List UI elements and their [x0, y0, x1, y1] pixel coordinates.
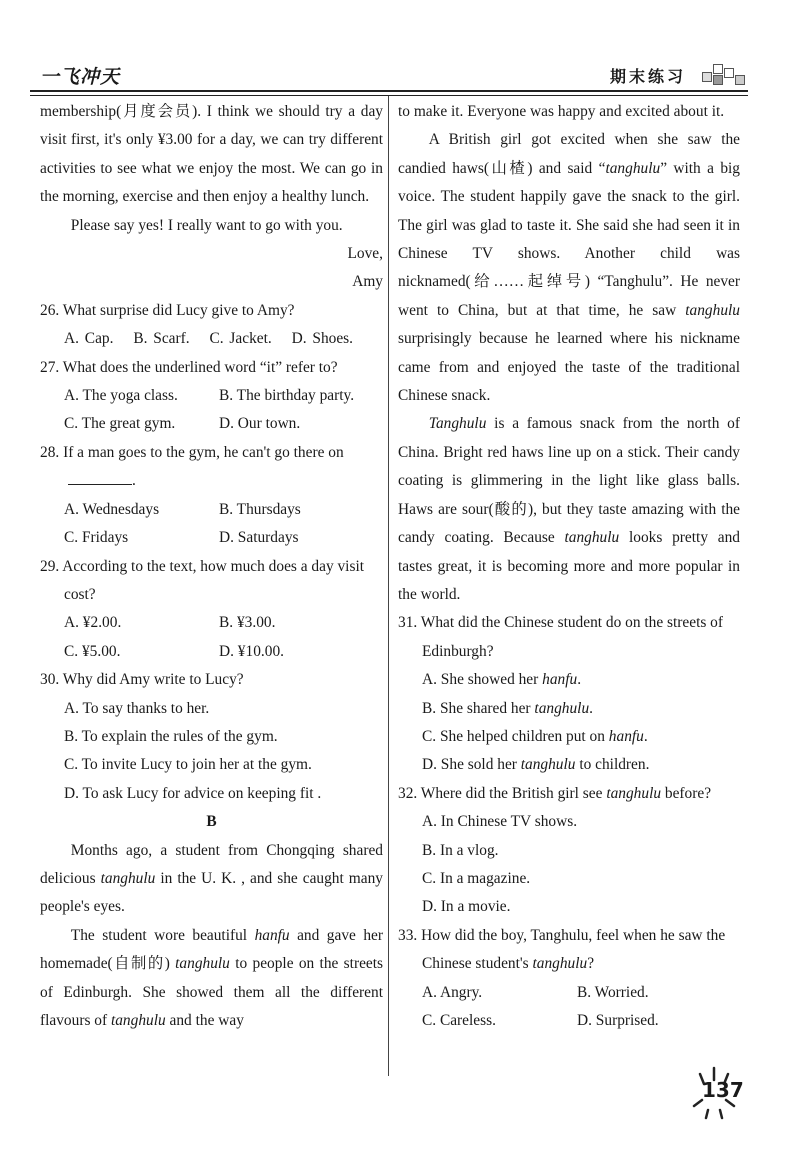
- option: A. Cap.: [64, 330, 114, 348]
- option: D. Shoes.: [291, 330, 354, 348]
- option: D. She sold her tanghulu to children.: [422, 756, 650, 774]
- option: B. She shared her tanghulu.: [422, 699, 594, 717]
- option: C. The great gym.: [64, 415, 176, 433]
- header-rule: [30, 90, 748, 92]
- question-26-options: [40, 325, 383, 353]
- question-26: 26. What surprise did Lucy give to Amy?: [40, 301, 295, 319]
- question-29-options: [40, 609, 383, 637]
- question-33: 33. How did the boy, Tanghulu, feel when he saw the Chinese student's tanghulu?: [398, 926, 726, 973]
- option: C. In a magazine.: [422, 869, 531, 887]
- passage-paragraph: A British girl got excited when she saw the candied haws(山楂) and said “tanghulu” with a big voice. The student happily gave the snack to the girl. The girl was glad to taste it. She said she had seen it in Chinese TV shows. Another child was nicknamed(给……起绰号) “Tanghulu”. He never went to China, but at that time, he saw tanghulu surprisingly because he learned where his nickname came from and enjoyed the taste of the traditional Chinese snack.: [398, 131, 741, 405]
- option: A. Wednesdays: [64, 500, 160, 518]
- question-33-options: [398, 979, 740, 1007]
- question-27: 27. What does the underlined word “it” refer to?: [40, 358, 338, 376]
- option: C. ¥5.00.: [64, 642, 121, 660]
- letter-signature: Amy: [352, 273, 383, 291]
- option: D. Our town.: [219, 415, 301, 433]
- question-31: 31. What did the Chinese student do on the streets of Edinburgh?: [398, 614, 723, 660]
- question-29-options: [40, 638, 383, 666]
- question-28-end: .: [132, 472, 136, 490]
- column-divider: [388, 96, 389, 1076]
- section-title: 期末练习: [609, 67, 686, 86]
- question-28-text: 28. If a man goes to the gym, he can't go there on: [40, 443, 344, 461]
- option: D. ¥10.00.: [219, 642, 284, 660]
- question-27-options: [40, 382, 383, 410]
- option: C. Fridays: [64, 529, 129, 547]
- option: B. Thursdays: [219, 500, 301, 518]
- option: D. Saturdays: [219, 529, 299, 547]
- option: B. ¥3.00.: [219, 614, 276, 632]
- option: A. Angry.: [422, 983, 483, 1001]
- option: D. Surprised.: [577, 1012, 659, 1029]
- option: A. ¥2.00.: [64, 614, 122, 632]
- letter-closing: Love,: [347, 245, 383, 263]
- brand-logo: 一飞冲天: [40, 66, 121, 88]
- question-27-options: [40, 410, 383, 438]
- option: D. To ask Lucy for advice on keeping fit .: [64, 784, 322, 802]
- option: A. She showed her hanfu.: [422, 671, 582, 689]
- option: B. The birthday party.: [219, 387, 355, 405]
- section-b-heading: B: [206, 813, 217, 831]
- right-column: [398, 98, 740, 1035]
- question-33-options: [398, 1007, 740, 1035]
- decorative-squares-icon: [702, 64, 748, 88]
- option: C. To invite Lucy to join her at the gym.: [64, 756, 312, 774]
- passage-paragraph: Months ago, a student from Chongqing shared delicious tanghulu in the U. K. , and she caught many people's eyes.: [40, 841, 383, 916]
- question-28: [40, 439, 383, 496]
- option: D. In a movie.: [422, 898, 511, 916]
- option: C. Careless.: [422, 1012, 496, 1029]
- answer-blank: [68, 470, 132, 485]
- letter-paragraph: membership(月度会员). I think we should try a day visit first, it's only ¥3.00 for a day, we can try different activities to see what we enjoy the most. We can go in the morning, exercise and then enjoy a healthy lunch.: [40, 103, 383, 206]
- letter-paragraph: Please say yes! I really want to go with you.: [70, 216, 343, 234]
- option: C. Jacket.: [209, 330, 272, 348]
- option: A. The yoga class.: [64, 387, 178, 405]
- page-header: [30, 58, 748, 92]
- question-28-options: [40, 496, 383, 524]
- page-number: 137: [702, 1078, 744, 1102]
- left-column: [40, 98, 383, 1035]
- option: B. In a vlog.: [422, 841, 499, 859]
- question-30: 30. Why did Amy write to Lucy?: [40, 671, 244, 689]
- option: C. She helped children put on hanfu.: [422, 727, 648, 745]
- option: B. Scarf.: [133, 330, 190, 348]
- option: A. In Chinese TV shows.: [422, 813, 578, 831]
- option: B. Worried.: [577, 983, 649, 1001]
- question-28-options: [40, 524, 383, 552]
- option: B. To explain the rules of the gym.: [64, 727, 278, 745]
- question-29: 29. According to the text, how much does a day visit cost?: [40, 557, 364, 603]
- question-32: 32. Where did the British girl see tanghulu before?: [398, 784, 712, 802]
- passage-paragraph: to make it. Everyone was happy and excited about it.: [398, 103, 725, 120]
- option: A. To say thanks to her.: [64, 699, 210, 717]
- header-rule-thin: [30, 95, 748, 96]
- passage-paragraph: Tanghulu is a famous snack from the north of China. Bright red haws line up on a stick. Their candy coating is glimmering in the light like glass balls. Haws are sour(酸的), but they taste amazing with the candy coating. Because tanghulu looks pretty and tastes great, it is becoming more and more popular in the world.: [398, 415, 740, 603]
- passage-paragraph: The student wore beautiful hanfu and gave her homemade(自制的) tanghulu to people on the streets of Edinburgh. She showed them all the different flavours of tanghulu and the way: [40, 926, 383, 1029]
